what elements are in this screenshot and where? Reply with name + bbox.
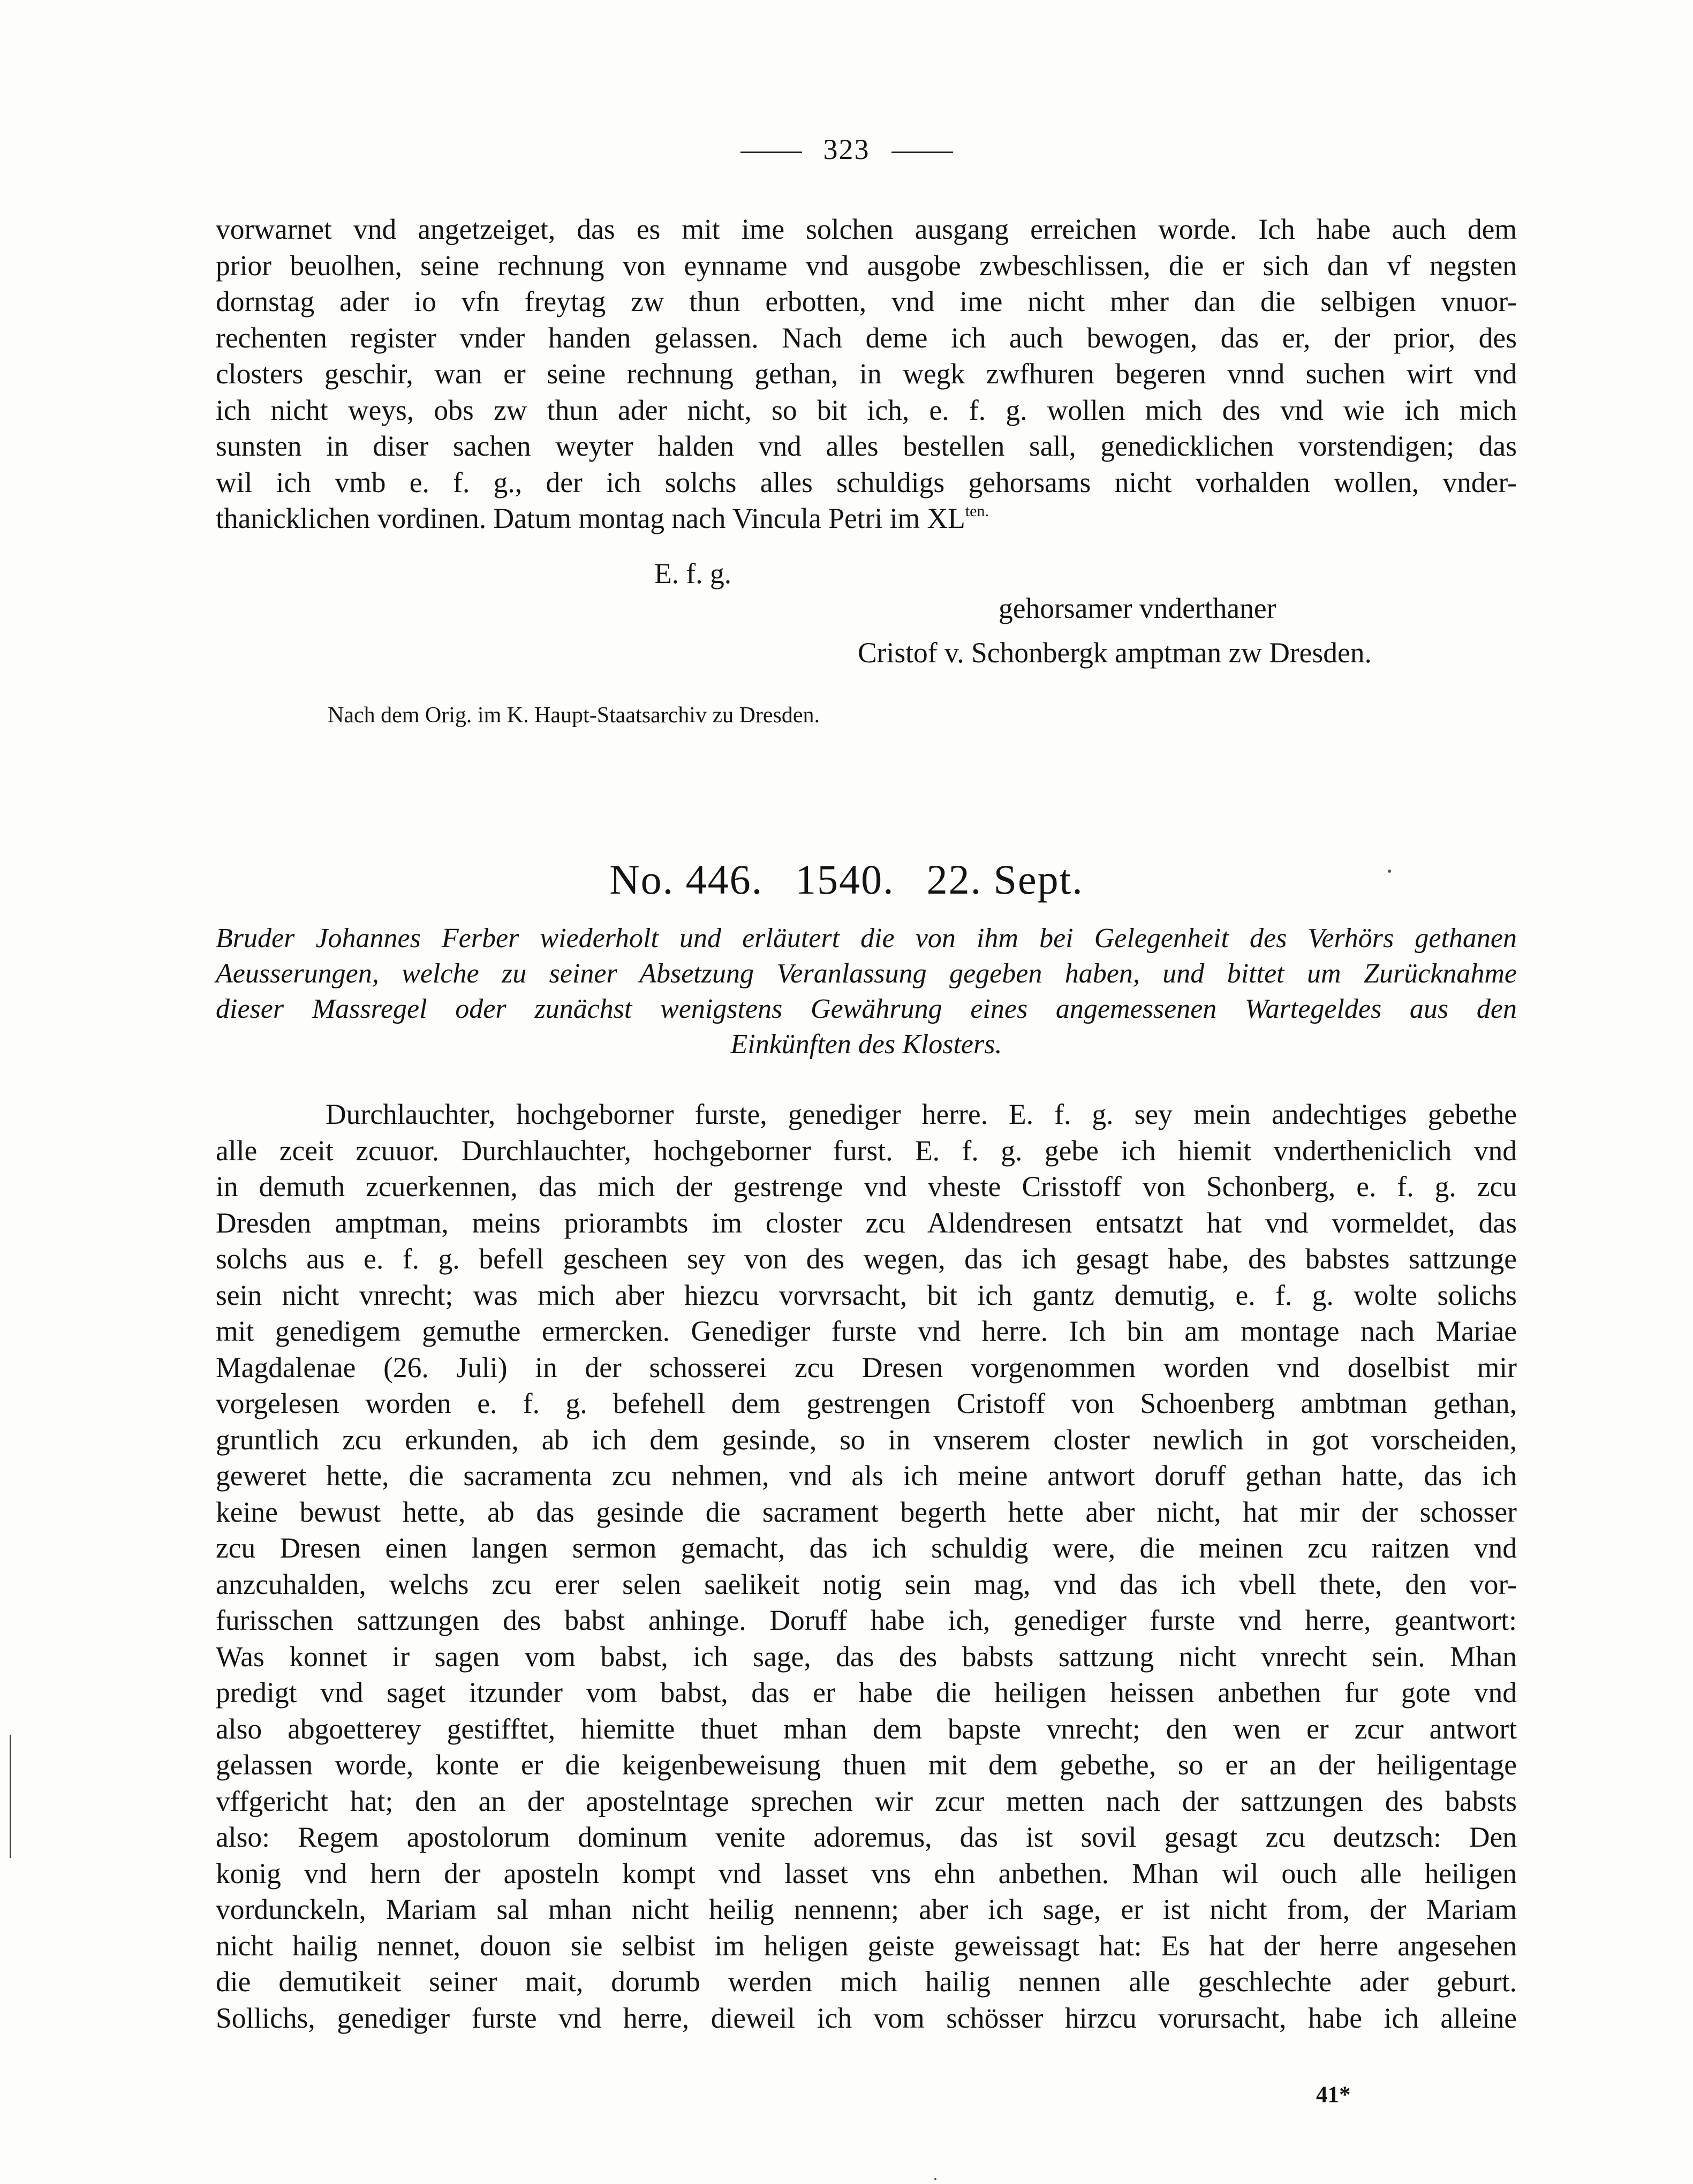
scan-speck xyxy=(934,2178,936,2180)
text-line: Magdalenae (26. Juli) in der schosserei zcu Dresen vorgenommen worden vnd doselbist mir xyxy=(216,1351,1517,1384)
signature: Cristof v. Schonbergk amptman zw Dresden. xyxy=(858,637,1372,669)
summary-line: Aeusserungen, welche zu seiner Absetzung Veranlassung gegeben haben, und bittet um Zurücknahme xyxy=(216,958,1517,989)
source-note: Nach dem Orig. im K. Haupt-Staatsarchiv zu Dresden. xyxy=(328,703,820,728)
text-line: gelassen worde, konte er die keigenbeweisung thuen mit dem gebethe, so er an der heiligentage xyxy=(216,1749,1517,1781)
text-line: solchs aus e. f. g. befell gescheen sey von des wegen, das ich gesagt habe, des babstes sattzunge xyxy=(216,1243,1517,1275)
text-line: vorwarnet vnd angetzeiget, das es mit ime solchen ausgang erreichen worde. Ich habe auch dem xyxy=(216,213,1517,245)
text-line: gruntlich zcu erkunden, ab ich dem gesinde, so in vnserem closter newlich in got vorscheiden, xyxy=(216,1423,1517,1456)
text-line: also: Regem apostolorum dominum venite adoremus, das ist sovil gesagt zcu deutzsch: Den xyxy=(216,1821,1517,1853)
text-line: nicht hailig nennet, douon sie selbist im heligen geiste geweissagt hat: Es hat der herre angesehen xyxy=(216,1929,1517,1962)
text-line: Durchlauchter, hochgeborner furste, genediger herre. E. f. g. sey mein andechtiges gebethe xyxy=(326,1098,1517,1130)
scan-margin-line xyxy=(10,1735,11,1858)
summary-line: dieser Massregel oder zunächst wenigstens Gewährung eines angemessenen Wartegeldes aus den xyxy=(216,994,1517,1024)
text-line: prior beuolhen, seine rechnung von eynname vnd ausgobe zwbeschlissen, die er sich dan vf negsten xyxy=(216,249,1517,282)
text-line: closters geschir, wan er seine rechnung gethan, in wegk zwfhuren begeren vnnd suchen wirt vnd xyxy=(216,358,1517,390)
text-line: vordunckeln, Mariam sal mhan nicht heilig nennenn; aber ich sage, er ist nicht from, der Mariam xyxy=(216,1893,1517,1925)
text-line: alle zceit zcuuor. Durchlauchter, hochgeborner furst. E. f. g. gebe ich hiemit vndertheniclich vnd xyxy=(216,1134,1517,1167)
text-line: geweret hette, die sacramenta zcu nehmen, vnd als ich meine antwort doruff gethan hatte, das ich xyxy=(216,1460,1517,1492)
dating-clause: thanicklichen vordinen. Datum montag nach Vincula Petri im XL xyxy=(216,502,965,534)
text-line: konig vnd hern der aposteln kompt vnd lasset vns ehn anbethen. Mhan wil ouch alle heiligen xyxy=(216,1857,1517,1890)
text-line: predigt vnd saget itzunder vom babst, das er habe die heiligen heissen anbethen fur gote vnd xyxy=(216,1676,1517,1709)
summary-line-last: Einkünften des Klosters. xyxy=(730,1029,1002,1060)
page-number: 323 xyxy=(823,133,870,165)
text-line: rechenten register vnder handen gelassen. Nach deme ich auch bewogen, das er, der prior, des xyxy=(216,321,1517,354)
document-number: No. 446. xyxy=(609,856,764,903)
text-line: Dresden amptman, meins priorambts im closter zcu Aldendresen entsatzt hat vnd vormeldet, das xyxy=(216,1206,1517,1239)
text-line-last xyxy=(216,501,1517,537)
text-line: sunsten in diser sachen weyter halden vnd alles bestellen sall, genedicklichen vorstendigen; das xyxy=(216,430,1517,462)
text-line: anzcuhalden, welchs zcu erer selen saelikeit notig sein mag, vnd das ich vbell thete, den vor- xyxy=(216,1568,1517,1600)
text-line: zcu Dresen einen langen sermon gemacht, das ich schuldig were, die meinen zcu raitzen vnd xyxy=(216,1532,1517,1564)
text-line: ich nicht weys, obs zw thun ader nicht, so bit ich, e. f. g. wollen mich des vnd wie ich mich xyxy=(216,394,1517,426)
document-heading xyxy=(0,856,1693,904)
text-line: Sollichs, genediger furste vnd herre, dieweil ich vom schösser hirzcu vorursacht, habe ich alleine xyxy=(216,2001,1517,2034)
summary-line: Bruder Johannes Ferber wiederholt und erläutert die von ihm bei Gelegenheit des Verhörs gethanen xyxy=(216,923,1517,954)
superscript: ten. xyxy=(965,502,989,520)
text-line: dornstag ader io vfn freytag zw thun erbotten, vnd ime nicht mher dan die selbigen vnuor- xyxy=(216,285,1517,318)
salutation: E. f. g. xyxy=(654,557,732,590)
header-rule-left xyxy=(740,152,802,153)
text-line: vorgelesen worden e. f. g. befehell dem gestrengen Cristoff von Schoenberg ambtman gethan, xyxy=(216,1387,1517,1419)
text-line: die demutikeit seiner mait, dorumb werden mich hailig nennen alle geschlechte ader geburt. xyxy=(216,1966,1517,1998)
text-line: Was konnet ir sagen vom babst, ich sage, das des babsts sattzung nicht vnrecht sein. Mhan xyxy=(216,1640,1517,1673)
text-line: also abgoetterey gestifftet, hiemitte thuet mhan dem bapste vnrecht; den wen er zcur antwort xyxy=(216,1712,1517,1745)
text-line: wil ich vmb e. f. g., der ich solchs alles schuldigs gehorsams nicht vorhalden wollen, vnder- xyxy=(216,466,1517,498)
document-year: 1540. xyxy=(795,856,895,903)
document-date: 22. Sept. xyxy=(926,856,1084,903)
text-line: mit genedigem gemuthe ermercken. Genediger furste vnd herre. Ich bin am montage nach Mariae xyxy=(216,1315,1517,1347)
header-rule-right xyxy=(891,152,953,153)
text-line: sein nicht vnrecht; was mich aber hiezcu vorvrsacht, bit ich gantz demutig, e. f. g. wolte solichs xyxy=(216,1279,1517,1311)
document-summary xyxy=(216,921,1517,1062)
text-line: furisschen sattzungen des babst anhinge. Doruff habe ich, genediger furste vnd herre, geantwort: xyxy=(216,1604,1517,1636)
signature-mark: 41* xyxy=(1316,2082,1351,2107)
scan-speck xyxy=(1388,870,1391,873)
letter-end-paragraph xyxy=(216,211,1517,537)
subscription: gehorsamer vnderthaner xyxy=(999,592,1276,624)
text-line: vffgericht hat; den an der apostelntage sprechen wir zcur metten nach der sattzungen des babsts xyxy=(216,1785,1517,1817)
letter-body xyxy=(216,1097,1517,2036)
text-line: in demuth zcuerkennen, das mich der gestrenge vnd vheste Crisstoff von Schonberg, e. f. g. zcu xyxy=(216,1170,1517,1203)
running-header xyxy=(0,133,1693,166)
text-line: keine bewust hette, ab das gesinde die sacrament begerth hette aber nicht, hat mir der schosser xyxy=(216,1495,1517,1528)
